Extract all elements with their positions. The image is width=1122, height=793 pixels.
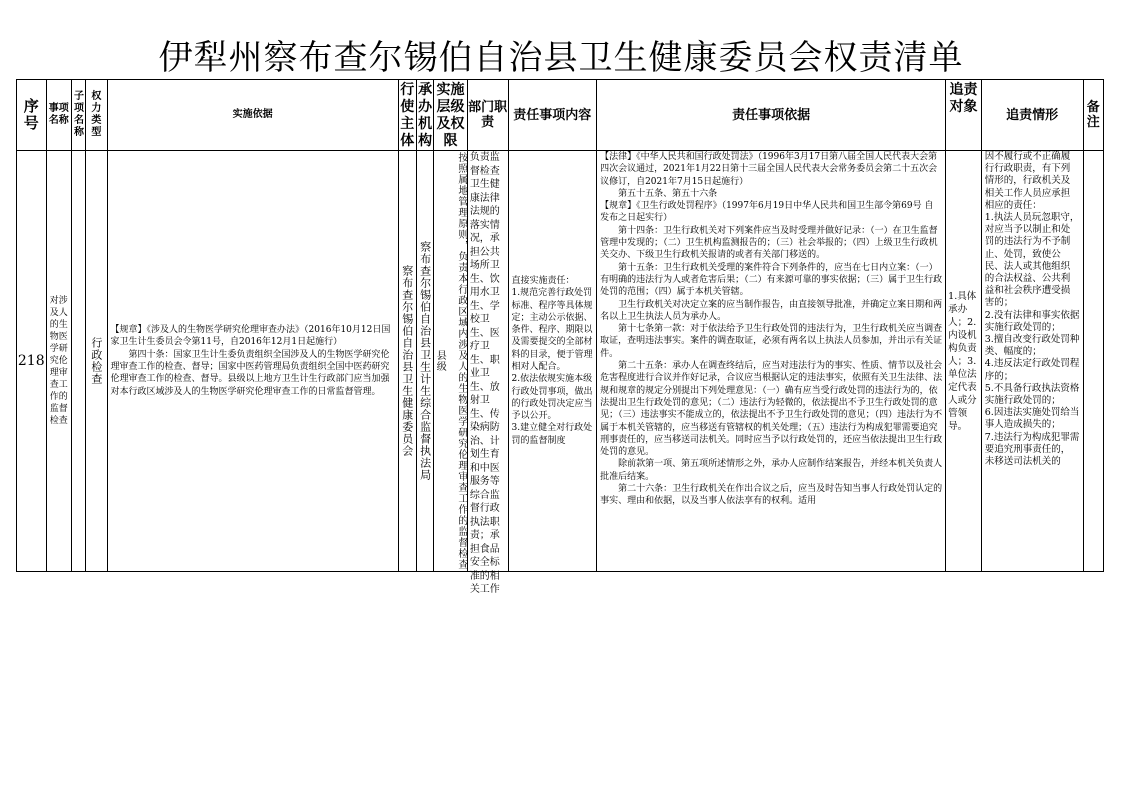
level-text: 县级 [434, 350, 446, 372]
cell-duty-content [508, 151, 597, 572]
responsibility-table [16, 79, 1104, 595]
cell-power-type [86, 151, 107, 572]
header-pursue-object: 追责对象 [946, 80, 982, 151]
duty-basis-para-2: 第五十五条、第五十六条 [618, 188, 718, 199]
cell-sub-item [71, 151, 85, 572]
cell-handler [416, 151, 433, 572]
header-item-name: 事项名称 [46, 80, 71, 151]
pursue-case-para-3: 2.没有法律和事实依据实施行政处罚的； [984, 309, 1080, 333]
cell-duty-basis [597, 151, 946, 572]
duty-basis-para-9: 除前款第一项、第五项所述情形之外，承办人应制作结案报告，并经本机关负责人批准后结案。 [600, 459, 943, 482]
duty-content-line-3: 2.依法依规实施本级行政处罚事项，做出的行政处罚决定应当予以公开。 [511, 374, 593, 422]
header-power-type: 权力类型 [86, 80, 107, 151]
level-detail-text: 按照属地管理原则，负责本行政区域内涉及人的生物医学研究伦理审查工作的监督检查 [455, 152, 467, 570]
page-title: 伊犁州察布查尔锡伯自治县卫生健康委员会权责清单 [158, 38, 964, 78]
cell-remark [1083, 151, 1103, 572]
duty-content-line-1: 直接实施责任： [511, 275, 575, 286]
table-header-row [17, 80, 1104, 151]
cell-pursue-object [946, 151, 982, 572]
header-level: 实施层级及权限 [434, 80, 468, 151]
table-row [17, 151, 1104, 572]
duty-basis-para-5: 第十五条：卫生行政机关受理的案件符合下列条件的，应当在七日内立案：（一）有明确的违法行为人或者危害后果；（二）有来源可靠的事实依据；（三）属于卫生行政处罚的范围；（四）属于本机关管辖。 [600, 262, 943, 298]
duty-basis-para-3: 【规章】《卫生行政处罚程序》（1997年6月19日中华人民共和国卫生部令第69号 自发布之日起实行） [600, 201, 934, 224]
header-seq: 序号 [17, 80, 47, 151]
header-duty-basis: 责任事项依据 [597, 80, 946, 151]
duty-content-line-2: 1.规范完善行政处罚标准、程序等具体规定；主动公示依据、条件、程序、期限以及需要提交的全部材料的目录，便于管理相对人配合。 [511, 288, 593, 372]
header-sub-item: 子项名称 [71, 80, 85, 151]
duty-basis-para-1: 【法律】《中华人民共和国行政处罚法》（1996年3月17日第八届全国人民代表大会第四次会议通过，2021年1月22日第十三届全国人民代表大会常务委员会第二十五次会议修订，自2021年7月15日起施行） [600, 152, 938, 187]
cell-subject [398, 151, 416, 572]
basis-para-2: 第四十条：国家卫生计生委负责组织全国涉及人的生物医学研究伦理审查工作的检查、督导；国家中医药管理局负责组织全国中医药研究伦理审查工作的检查、督导。县级以上地方卫生计生行政部门应当加强对本行政区域涉及人的生物医学研究伦理审查工作的日常监督管理。 [110, 349, 390, 397]
basis-para-1: 【规章】《涉及人的生物医学研究伦理审查办法》（2016年10月12日国家卫生计生委员会令第11号，自2016年12月1日起施行） [110, 325, 391, 348]
handler-text: 察布查尔锡伯自治县卫生计生综合监督执法局 [418, 241, 432, 481]
pursue-case-para-8: 7.违法行为构成犯罪需要追究刑事责任的，未移送司法机关的 [984, 431, 1080, 468]
pursue-case-para-1: 因不履行或不正确履行行政职责，有下列情形的，行政机关及相关工作人员应承担相应的责任： [984, 151, 1071, 211]
header-dept-duty: 部门职责 [467, 80, 508, 151]
header-subject: 行使主体 [398, 80, 416, 151]
power-type-text: 行政检查 [89, 337, 103, 385]
cell-seq: 218 [17, 151, 47, 572]
cell-level [434, 151, 468, 572]
header-handler: 承办机构 [416, 80, 433, 151]
pursue-case-para-4: 3.擅自改变行政处罚种类、幅度的； [984, 334, 1080, 358]
subject-text: 察布查尔锡伯自治县卫生健康委员会 [400, 265, 414, 457]
header-pursue-case: 追责情形 [981, 80, 1083, 151]
pursue-object-text: 1.具体承办人；2.内设机构负责人；3.单位法定代表人或分管领导。 [948, 290, 977, 432]
pursue-case-para-5: 4.违反法定行政处罚程序的； [984, 358, 1080, 382]
duty-basis-para-7: 第十七条第一款：对于依法给予卫生行政处罚的违法行为，卫生行政机关应当调查取证，查明违法事实。案件的调查取证，必须有两名以上执法人员参加，并出示有关证件。 [600, 324, 943, 359]
duty-basis-para-4: 第十四条：卫生行政机关对下列案件应当及时受理并做好记录：（一）在卫生监督管理中发现的；（二）卫生机构监测报告的；（三）社会举报的；（四）上级卫生行政机关交办、下级卫生行政机关报请的或者有关部门移送的。 [600, 225, 938, 261]
duty-basis-text [597, 151, 945, 571]
pursue-case-para-6: 5.不具备行政执法资格实施行政处罚的； [984, 382, 1080, 407]
pursue-case-text [982, 151, 1083, 571]
cell-item-name: 对涉及人的生物医学研究伦理审查工作的监督检查 [46, 151, 71, 572]
duty-basis-para-8: 第二十五条：承办人在调查终结后，应当对违法行为的事实、性质、情节以及社会危害程度进行合议并作好记录，合议应当根据认定的违法事实，依照有关卫生法律、法规和规章的规定分别提出下列处理意见：（一）确有应当受行政处罚的违法行为的，依法提出卫生行政处罚的意见；（二）违法行为轻微的，依法提出不予卫生行政处罚的意见；（三）违法事实不能成立的，依法提出不予卫生行政处罚的意见；（四）违法行为不属于本机关管辖的，应当移送有管辖权的机关处理；（五）违法行为构成犯罪需要追究刑事责任的，应当移送司法机关。同时应当予以行政处罚的，还应当依法提出卫生行政处罚的意见。 [600, 361, 943, 458]
cell-dept-duty [467, 151, 508, 595]
duty-content-line-4: 3.建立健全对行政处罚的监督制度 [511, 423, 593, 446]
duty-basis-para-10: 第二十六条：卫生行政机关在作出合议之后，应当及时告知当事人行政处罚认定的事实、理由和依据，以及当事人依法享有的权利。适用 [600, 484, 943, 507]
cell-basis [107, 151, 398, 572]
header-duty-content: 责任事项内容 [508, 80, 597, 151]
pursue-case-para-2: 1.执法人员玩忽职守，对应当予以制止和处罚的违法行为不予制止、处罚，致使公民、法人或其他组织的合法权益、公共利益和社会秩序遭受损害的； [984, 212, 1080, 309]
duty-basis-para-6: 卫生行政机关对决定立案的应当制作报告，由直接领导批准，并确定立案日期和两名以上卫生执法人员为承办人。 [600, 299, 943, 322]
header-basis: 实施依据 [107, 80, 398, 151]
dept-duty-text: 负责监督检查卫生健康法律法规的落实情况，承担公共场所卫生、饮用水卫生、学校卫生、医疗卫生、职业卫生、放射卫生、传染病防治、计划生育和中医服务等综合监督行政执法职责；承担食品安全标准的相关工作 [469, 152, 500, 595]
header-remark: 备注 [1083, 80, 1103, 151]
cell-pursue-case [981, 151, 1083, 572]
pursue-case-para-7: 6.因违法实施处罚给当事人造成损失的； [984, 407, 1080, 431]
